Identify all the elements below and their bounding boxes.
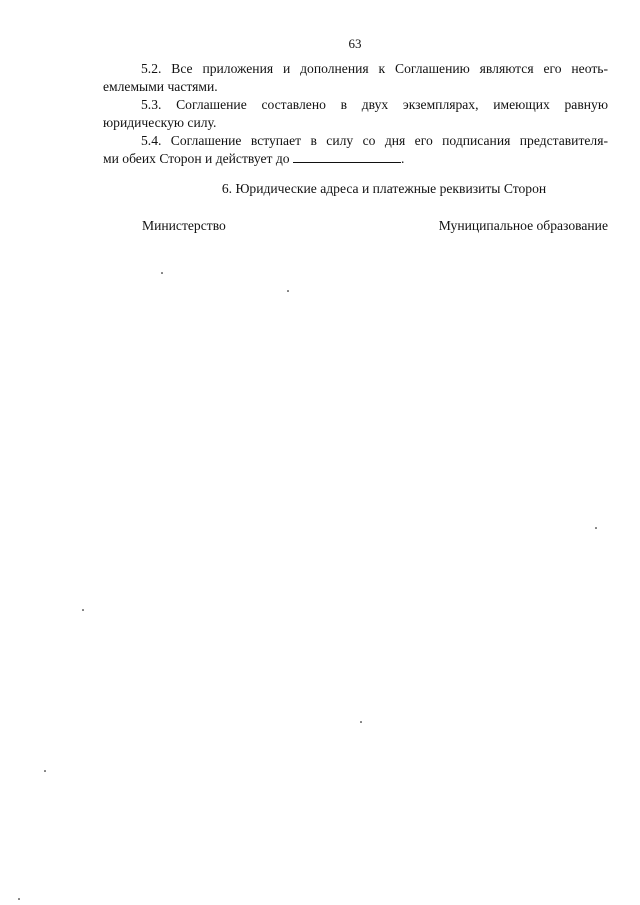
paragraph-5-4-line-2-text: ми обеих Сторон и действует до xyxy=(103,151,290,166)
paragraph-5-3-line-2: юридическую силу. xyxy=(103,115,217,130)
scan-speck xyxy=(360,721,362,723)
paragraph-5-2 xyxy=(103,60,608,96)
paragraph-5-4 xyxy=(103,132,608,168)
scan-speck xyxy=(287,290,289,292)
paragraph-5-4-line-2 xyxy=(103,150,608,168)
paragraph-5-4-line-1: 5.4. Соглашение вступает в силу со дня его подписания представителя- xyxy=(141,133,608,148)
paragraph-5-2-line-1: 5.2. Все приложения и дополнения к Соглашению являются его неоть- xyxy=(141,61,608,76)
paragraph-5-3-line-1: 5.3. Соглашение составлено в двух экземплярах, имеющих равную xyxy=(141,97,608,112)
agreement-body xyxy=(103,60,608,168)
paragraph-5-2-line-2: емлемыми частями. xyxy=(103,79,218,94)
scan-speck xyxy=(44,770,46,772)
scan-speck xyxy=(18,898,20,900)
party-ministry: Министерство xyxy=(142,218,226,233)
scan-speck xyxy=(161,272,163,274)
party-municipality: Муниципальное образование xyxy=(438,218,608,233)
paragraph-5-3 xyxy=(103,96,608,132)
section-6-heading: 6. Юридические адреса и платежные реквизиты Сторон xyxy=(221,181,547,196)
date-blank-line xyxy=(293,150,401,163)
page-number: 63 xyxy=(348,36,362,51)
paragraph-5-4-period: . xyxy=(400,151,405,166)
scan-speck xyxy=(595,527,597,529)
scan-speck xyxy=(82,609,84,611)
